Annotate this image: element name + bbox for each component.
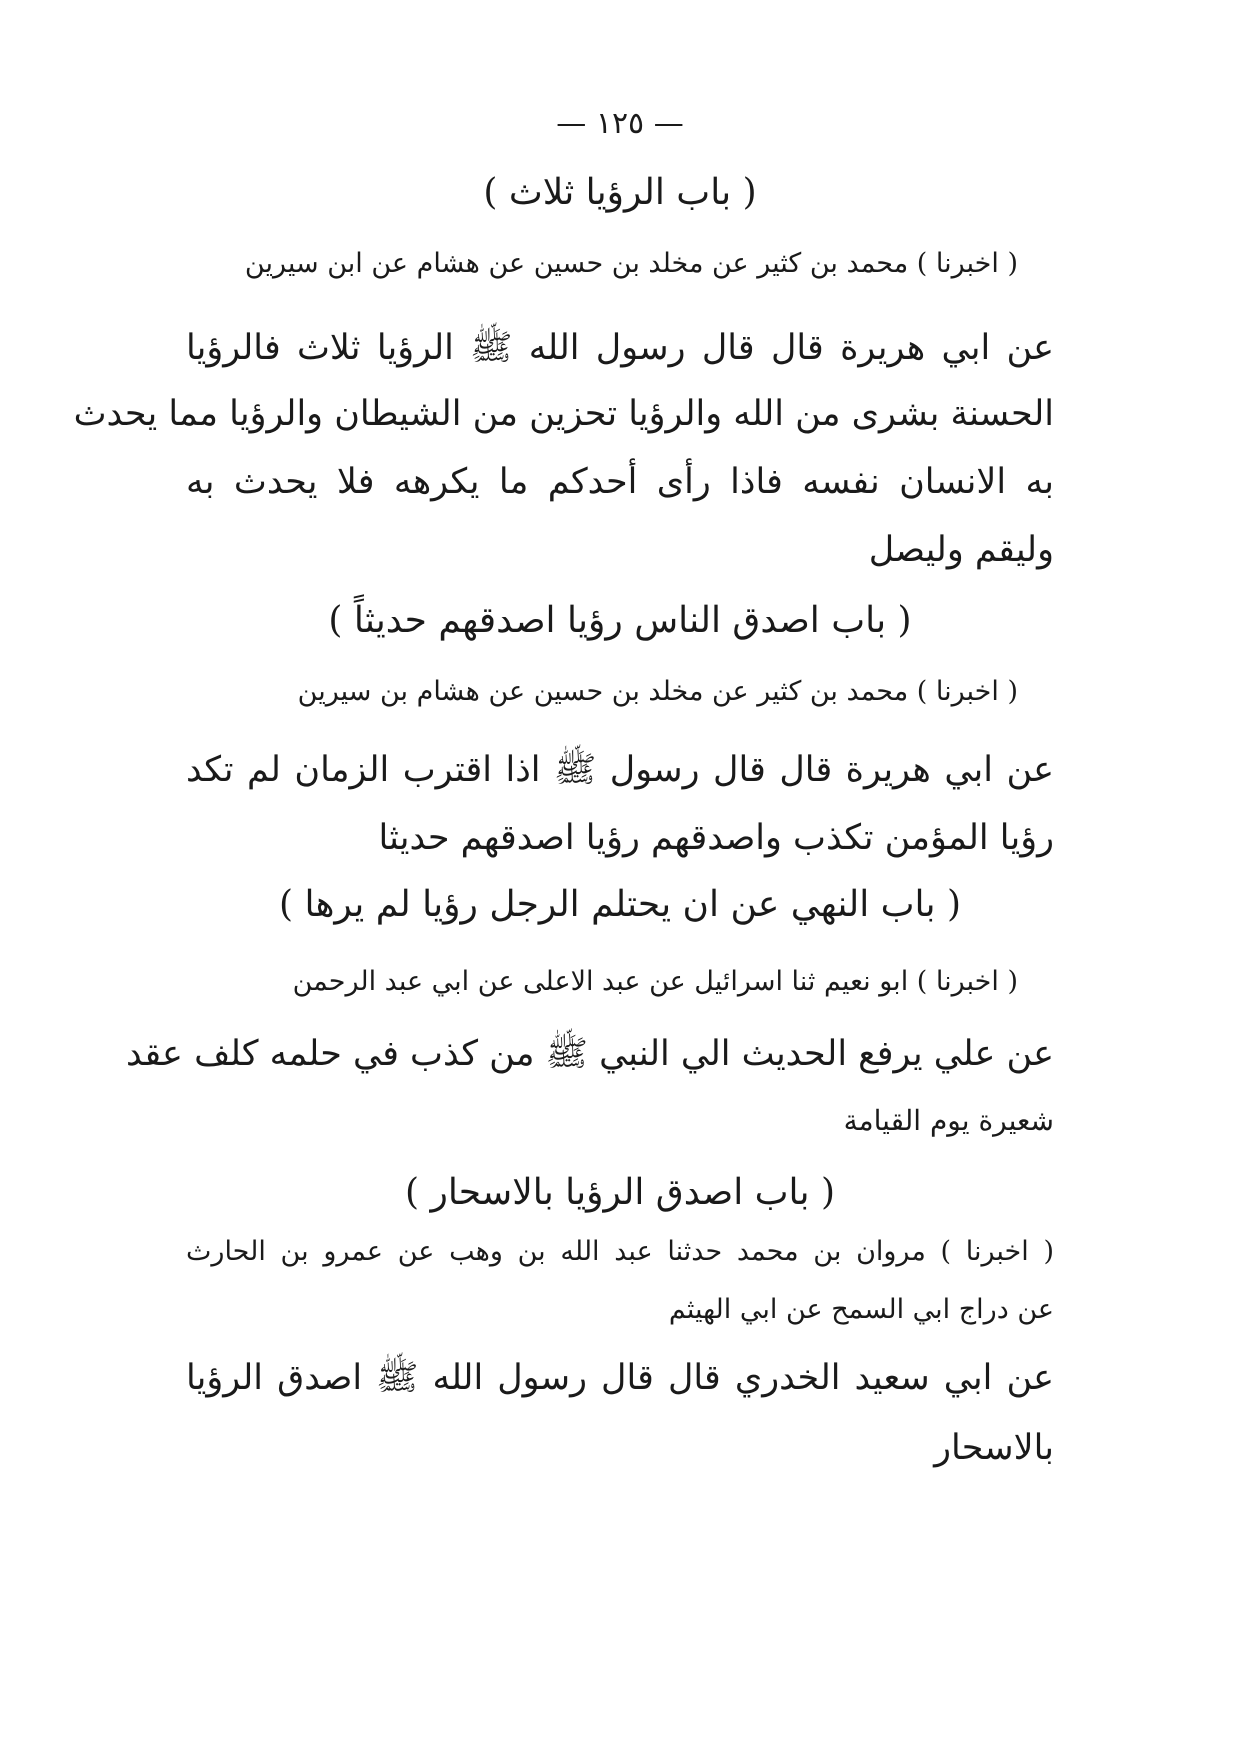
isnad-line: ( اخبرنا ) مروان بن محمد حدثنا عبد الله بن وهب عن عمرو بن الحارث bbox=[186, 1236, 1054, 1267]
matn-line: رؤيا المؤمن تكذب واصدقهم رؤيا اصدقهم حديثا bbox=[378, 818, 1054, 858]
matn-line: عن ابي هريرة قال قال رسول الله ﷺ الرؤيا ثلاث فالرؤيا bbox=[186, 328, 1054, 368]
page-number: — ١٢٥ — bbox=[556, 106, 684, 141]
matn-line: عن ابي هريرة قال قال رسول ﷺ اذا اقترب الزمان لم تكد bbox=[186, 750, 1054, 790]
matn-line: به الانسان نفسه فاذا رأى أحدكم ما يكرهه فلا يحدث به bbox=[186, 462, 1054, 502]
matn-line: عن ابي سعيد الخدري قال قال رسول الله ﷺ اصدق الرؤيا bbox=[186, 1358, 1054, 1398]
matn-line: الحسنة بشرى من الله والرؤيا تحزين من الشيطان والرؤيا مما يحدث bbox=[73, 394, 1054, 434]
isnad-line: ( اخبرنا ) محمد بن كثير عن مخلد بن حسين عن هشام بن سيرين bbox=[297, 676, 1018, 707]
matn-line: عن علي يرفع الحديث الي النبي ﷺ من كذب في حلمه كلف عقد bbox=[125, 1034, 1054, 1074]
chapter-heading: ( باب الرؤيا ثلاث ) bbox=[483, 172, 757, 213]
chapter-heading: ( باب اصدق الرؤيا بالاسحار ) bbox=[404, 1172, 836, 1213]
matn-line: شعيرة يوم القيامة bbox=[843, 1104, 1054, 1137]
isnad-line: ( اخبرنا ) ابو نعيم ثنا اسرائيل عن عبد الاعلى عن ابي عبد الرحمن bbox=[292, 966, 1018, 997]
matn-line: وليقم وليصل bbox=[868, 530, 1054, 570]
chapter-heading: ( باب النهي عن ان يحتلم الرجل رؤيا لم يرها ) bbox=[278, 884, 962, 925]
isnad-line: عن دراج ابي السمح عن ابي الهيثم bbox=[668, 1294, 1054, 1325]
chapter-heading: ( باب اصدق الناس رؤيا اصدقهم حديثاً ) bbox=[328, 600, 912, 641]
matn-line: بالاسحار bbox=[934, 1428, 1054, 1468]
isnad-line: ( اخبرنا ) محمد بن كثير عن مخلد بن حسين عن هشام عن ابن سيرين bbox=[244, 248, 1018, 279]
